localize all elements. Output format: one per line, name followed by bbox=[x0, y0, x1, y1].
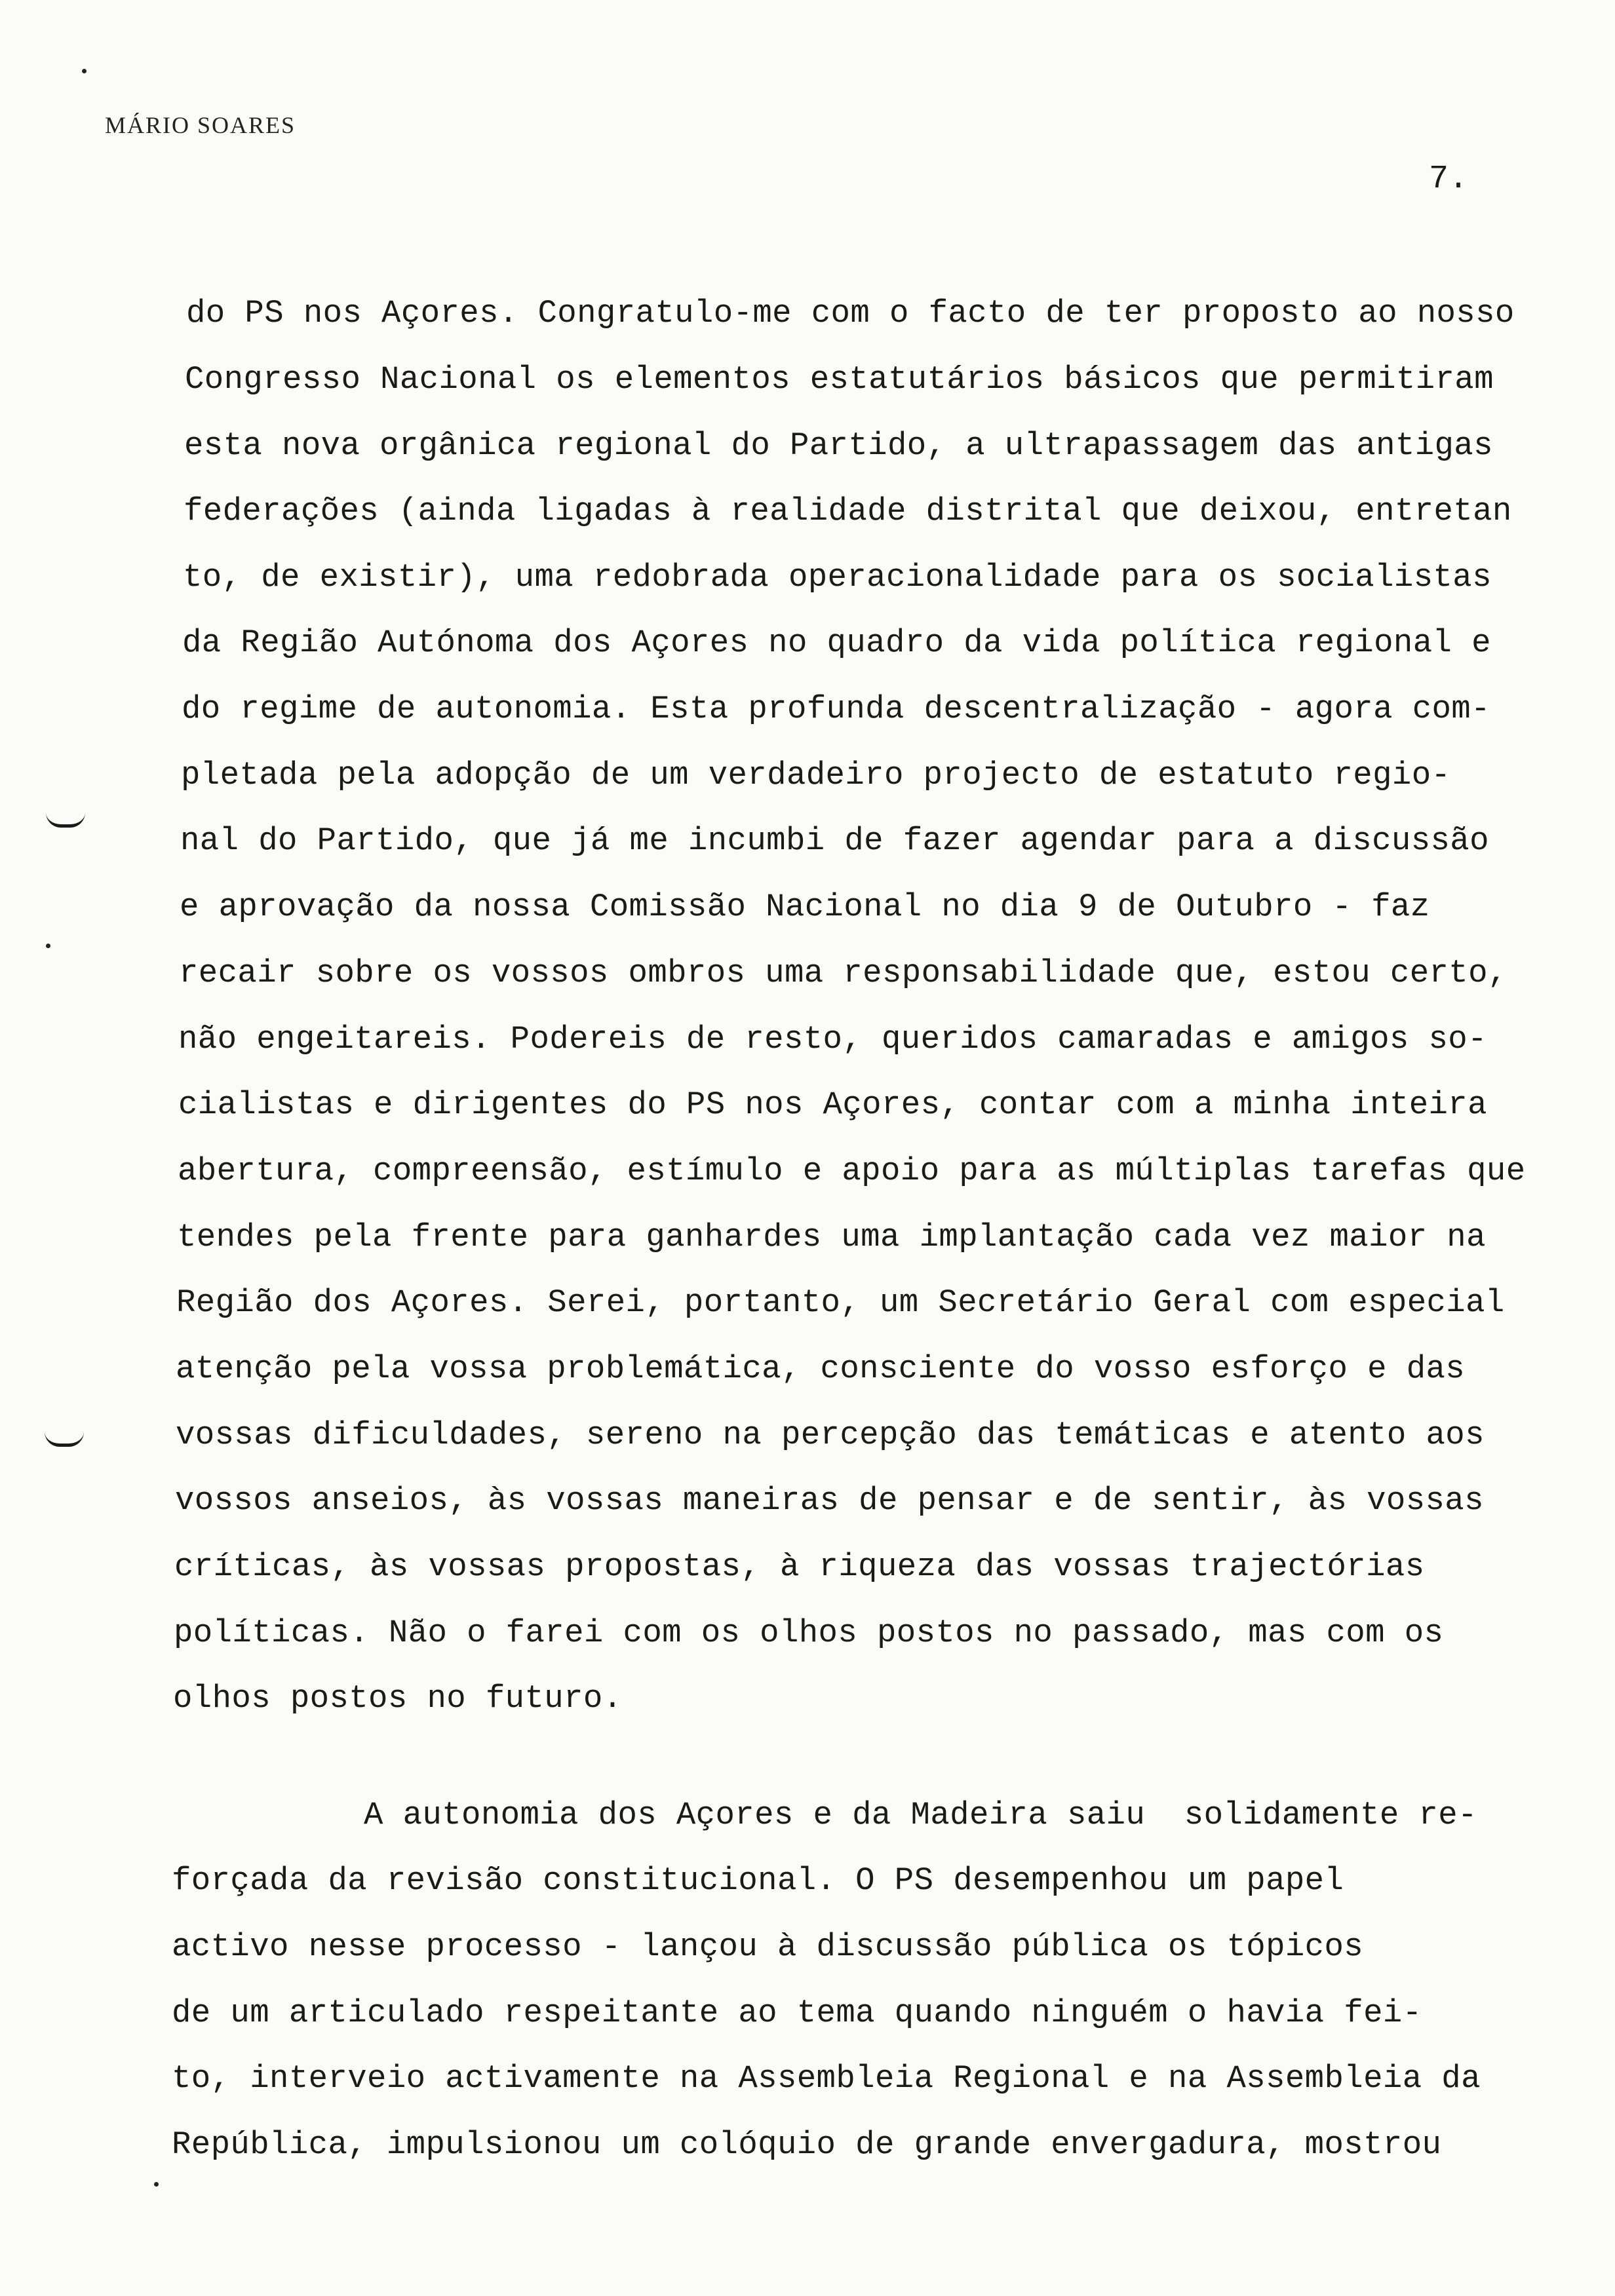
text-line: vossas dificuldades, sereno na percepção das temáticas e atento aos bbox=[176, 1417, 1485, 1453]
text-line: República, impulsionou um colóquio de grande envergadura, mostrou bbox=[172, 2126, 1442, 2163]
text-line: de um articulado respeitante ao tema quando ninguém o havia fei- bbox=[172, 1995, 1422, 2031]
margin-speck bbox=[82, 69, 87, 73]
text-line: do regime de autonomia. Esta profunda descentralização - agora com- bbox=[182, 691, 1490, 727]
text-line: Congresso Nacional os elementos estatutários básicos que permitiram bbox=[185, 361, 1494, 398]
margin-binding-mark bbox=[45, 1432, 84, 1447]
text-line: abertura, compreensão, estímulo e apoio para as múltiplas tarefas que bbox=[178, 1153, 1526, 1189]
text-line: A autonomia dos Açores e da Madeira saiu solidamente re- bbox=[364, 1797, 1477, 1833]
text-line: atenção pela vossa problemática, consciente do vosso esforço e das bbox=[176, 1350, 1466, 1387]
text-line: do PS nos Açores. Congratulo-me com o facto de ter proposto ao nosso bbox=[186, 295, 1515, 332]
text-line: olhos postos no futuro. bbox=[173, 1680, 623, 1717]
margin-speck bbox=[154, 2182, 159, 2187]
text-line: activo nesse processo - lançou à discussão pública os tópicos bbox=[172, 1928, 1364, 1965]
text-line: to, de existir), uma redobrada operacionalidade para os socialistas bbox=[183, 559, 1492, 596]
text-line: esta nova orgânica regional do Partido, a ultrapassagem das antigas bbox=[184, 427, 1493, 464]
margin-speck bbox=[46, 944, 50, 948]
text-line: recair sobre os vossos ombros uma responsabilidade que, estou certo, bbox=[179, 955, 1508, 991]
text-line: forçada da revisão constitucional. O PS desempenhou um papel bbox=[172, 1862, 1344, 1899]
text-line: cialistas e dirigentes do PS nos Açores, contar com a minha inteira bbox=[178, 1086, 1487, 1123]
page-number: 7. bbox=[1429, 161, 1469, 198]
text-line: Região dos Açores. Serei, portanto, um Secretário Geral com especial bbox=[176, 1284, 1505, 1321]
text-line: federações (ainda ligadas à realidade distrital que deixou, entretan bbox=[184, 493, 1512, 529]
text-line: nal do Partido, que já me incumbi de fazer agendar para a discussão bbox=[180, 822, 1489, 859]
margin-binding-mark bbox=[46, 813, 85, 828]
text-line: não engeitareis. Podereis de resto, queridos camaradas e amigos so- bbox=[178, 1021, 1487, 1058]
text-line: tendes pela frente para ganhardes uma implantação cada vez maior na bbox=[177, 1219, 1486, 1255]
text-line: da Região Autónoma dos Açores no quadro da vida política regional e bbox=[182, 624, 1491, 661]
text-line: críticas, às vossas propostas, à riqueza das vossas trajectórias bbox=[174, 1548, 1425, 1585]
text-line: vossos anseios, às vossas maneiras de pensar e de sentir, às vossas bbox=[175, 1482, 1484, 1519]
text-line: e aprovação da nossa Comissão Nacional no dia 9 de Outubro - faz bbox=[180, 889, 1430, 925]
page-header-author: MÁRIO SOARES bbox=[105, 112, 296, 138]
text-line: políticas. Não o farei com os olhos postos no passado, mas com os bbox=[174, 1615, 1444, 1651]
text-line: pletada pela adopção de um verdadeiro projecto de estatuto regio- bbox=[181, 757, 1451, 794]
text-line: to, interveio activamente na Assembleia Regional e na Assembleia da bbox=[172, 2060, 1481, 2097]
